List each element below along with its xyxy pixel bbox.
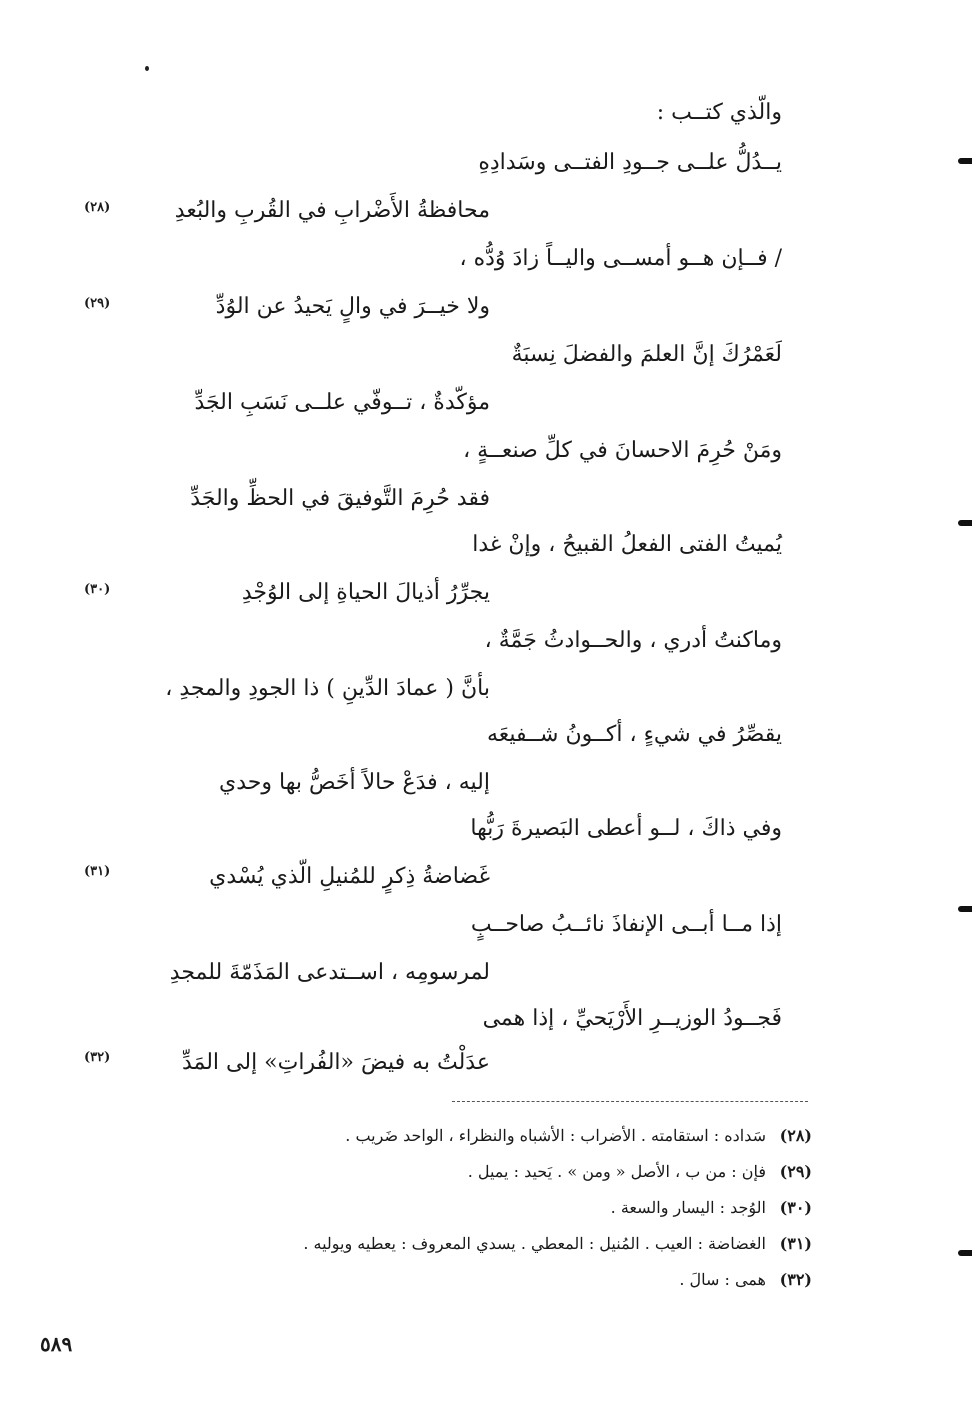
footnote-number: (٣٢) xyxy=(779,1270,812,1289)
verse-5-first-hemistich: يُميتُ الفتى الفعلُ القبيحُ ، وإنْ غدا xyxy=(472,532,782,557)
verse-2-second-hemistich: ولا خيــرَ في والٍ يَحيدُ عن الوُدِّ xyxy=(215,294,490,319)
footnote-item xyxy=(82,1226,812,1262)
footnote-number: (٢٩) xyxy=(779,1162,812,1181)
footnote-text: همى : سالَ . xyxy=(679,1270,766,1289)
scan-edge-mark xyxy=(958,158,972,164)
verse-10-second-hemistich: عدَلْتُ به فيضَ «الفُراتِ» إلى المَدِّ xyxy=(181,1050,490,1075)
page-number: ٥٨٩ xyxy=(40,1332,73,1356)
footnote-number: (٣٠) xyxy=(779,1198,812,1217)
verse-1-second-hemistich: محافظةُ الأَضْرابِ في القُربِ والبُعدِ xyxy=(174,198,490,223)
footnote-item xyxy=(82,1154,812,1190)
footnote-number: (٢٨) xyxy=(779,1126,812,1145)
verse-7-second-hemistich: إليه ، فدَعْ حالاً أخَصُّ بها وحدي xyxy=(219,770,490,795)
verse-8-first-hemistich: وفي ذاكَ ، لــو أعطى البَصيرةَ رَبُّها xyxy=(470,816,782,841)
verse-8-footnote-ref: (٣١) xyxy=(84,864,111,879)
footnote-item xyxy=(82,1118,812,1154)
footnote-item xyxy=(82,1190,812,1226)
verse-4-first-hemistich: ومَنْ حُرِمَ الاحسانَ في كلِّ صنعــةٍ ، xyxy=(463,438,782,463)
footnote-text: سَداده : استقامته . الأضراب : الأشباه والنظراء ، الواحد ضَريب . xyxy=(345,1126,766,1145)
verse-5-footnote-ref: (٣٠) xyxy=(84,582,111,597)
verse-7-first-hemistich: يقصِّرُ في شيءٍ ، أكــونُ شــفيعَه xyxy=(486,722,782,747)
footnote-text: الوُجد : اليسار والسعة . xyxy=(610,1198,766,1217)
verse-1-first-hemistich: يــدُلُّ علــى جــودِ الفتــى وسَدادِهِ xyxy=(478,150,782,175)
verse-2-footnote-ref: (٢٩) xyxy=(84,296,111,311)
intro-line: والّذي كتــب : xyxy=(656,100,782,125)
verse-6-second-hemistich: بأنَّ ( عمادَ الدِّينِ ) ذا الجودِ والمجدِ ، xyxy=(165,676,490,701)
footnote-text: فإن : من ب ، الأصل « ومن » . يَحيد : يميل . xyxy=(467,1162,766,1181)
verse-9-first-hemistich: إذا مــا أبــى الإنفاذَ نائــبُ صاحــبٍ xyxy=(470,912,782,937)
footnote-number: (٣١) xyxy=(779,1234,812,1253)
verse-5-second-hemistich: يجرِّرُ أذيالَ الحياةِ إلى الوُجْدِ xyxy=(241,580,490,605)
verse-2-first-hemistich: / فــإن هــو أمســى واليــاً زادَ وُدُّه ، xyxy=(459,246,782,271)
verse-4-second-hemistich: فقد حُرِمَ التَّوفيقَ في الحظِّ والجَدِّ xyxy=(190,486,490,511)
verse-10-first-hemistich: فَجــودُ الوزيــرِ الأَرْيَحيِّ ، إذا همى xyxy=(482,1006,782,1031)
scan-edge-mark xyxy=(958,1250,972,1256)
verse-1-footnote-ref: (٢٨) xyxy=(84,200,111,215)
verse-3-second-hemistich: مؤكّدةٌ ، تــوفّي علــى نَسَبِ الجَدِّ xyxy=(194,390,490,415)
ink-dot xyxy=(145,66,149,71)
verse-9-second-hemistich: لمرسومِه ، اســتدعى المَذَمّةَ للمجدِ xyxy=(169,960,490,985)
footnote-divider xyxy=(452,1101,808,1102)
verse-3-first-hemistich: لَعَمْرُكَ إنَّ العلمَ والفضلَ نِسبَةٌ xyxy=(511,342,782,367)
footnote-text: الغضاضة : العيب . المُنيل : المعطي . يسدي المعروف : يعطيه ويوليه . xyxy=(303,1234,766,1253)
verse-8-second-hemistich: غَضاضةُ ذِكرٍ للمُنيلِ الّذي يُسْدي xyxy=(209,864,490,889)
footnote-item xyxy=(82,1262,812,1298)
scan-edge-mark xyxy=(958,520,972,526)
verse-6-first-hemistich: وماكنتُ أدري ، والحــوادثُ جَمَّةٌ ، xyxy=(484,628,782,653)
footnotes xyxy=(82,1118,812,1298)
scan-edge-mark xyxy=(958,906,972,912)
verse-10-footnote-ref: (٣٢) xyxy=(84,1050,111,1065)
